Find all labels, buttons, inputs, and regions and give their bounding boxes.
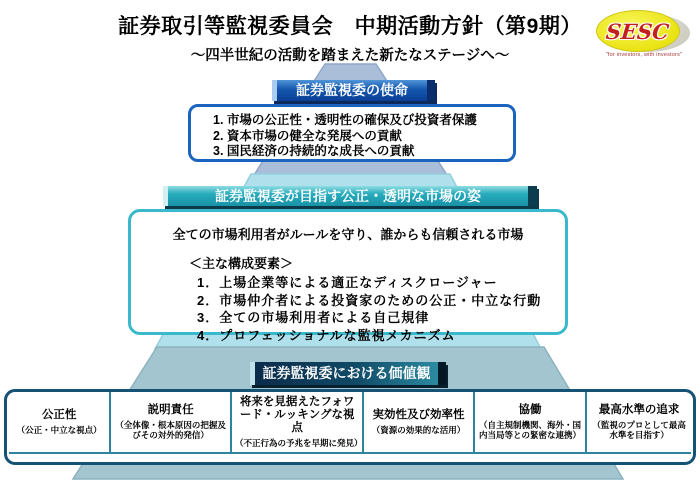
value-title: 公正性 — [41, 408, 77, 421]
value-cell-fairness — [9, 392, 111, 452]
component-item: 3．全ての市場利用者による自己規律 — [197, 310, 430, 325]
value-subtitle: （全体像・根本原因の把握及びその対外的発信） — [115, 419, 226, 440]
value-subtitle: （公正・中立な視点） — [16, 424, 102, 435]
page-subtitle: ～四半世紀の活動を踏まえた新たなステージへ～ — [190, 48, 510, 64]
mission-heading-label: 証券監視委の使命 — [296, 82, 408, 98]
value-title: 最高水準の追求 — [598, 403, 680, 416]
value-cell-collaboration — [475, 392, 588, 452]
value-subtitle: （不正行為の予兆を早期に発見） — [235, 437, 363, 448]
components-label: ＜主な構成要素＞ — [189, 256, 294, 271]
mission-item: 1. 市場の公正性・透明性の確保及び投資者保護 — [213, 113, 477, 127]
mission-item: 2. 資本市場の健全な発展への貢献 — [213, 128, 402, 143]
value-cell-accountability — [111, 392, 232, 452]
component-item: 2．市場仲介者による投資家のための公正・中立な行動 — [197, 292, 542, 308]
page-title: 証券取引等監視委員会 中期活動方針（第9期） — [118, 15, 582, 38]
title-block — [0, 10, 700, 65]
value-cell-forward-looking — [232, 392, 364, 452]
mission-item: 3. 国民経済の持続的な成長への貢献 — [213, 144, 415, 158]
mission-heading — [272, 80, 435, 101]
component-item: 4．プロフェッショナルな監視メカニズム — [197, 327, 456, 343]
value-cell-effectiveness — [364, 392, 474, 452]
logo-text: SESC — [605, 18, 671, 44]
mission-box — [188, 104, 516, 162]
value-title: 実効性及び効率性 — [372, 408, 465, 421]
market-vision-lead: 全ての市場利用者がルールを守り、誰からも信頼される市場 — [172, 227, 524, 242]
value-cell-highest-standard — [587, 392, 691, 452]
market-vision-heading — [163, 186, 537, 206]
component-item: 1．上場企業等による適正なディスクロージャー — [197, 275, 498, 290]
value-subtitle: （自主規制機関、海外・国内当局等との緊密な連携） — [479, 419, 582, 440]
values-row — [9, 392, 691, 454]
value-title: 説明責任 — [147, 403, 194, 416]
logo-front-ellipse — [596, 10, 680, 52]
value-subtitle: （監視のプロとして最高水準を目指す） — [592, 419, 686, 440]
values-table — [4, 389, 696, 465]
value-subtitle: （資源の効果的な活用） — [371, 424, 466, 435]
logo-tagline: "for investors, with investors" — [605, 52, 683, 58]
sesc-logo — [596, 8, 692, 62]
values-heading-label: 証券監視委における価値観 — [262, 365, 431, 381]
value-title: 将来を見据えたフォワード・ルッキングな視点 — [239, 395, 355, 434]
value-title: 協働 — [518, 403, 542, 416]
market-vision-heading-label: 証券監視委が目指す公正・透明な市場の姿 — [215, 188, 481, 204]
market-vision-box — [128, 209, 568, 343]
values-heading — [250, 362, 446, 385]
